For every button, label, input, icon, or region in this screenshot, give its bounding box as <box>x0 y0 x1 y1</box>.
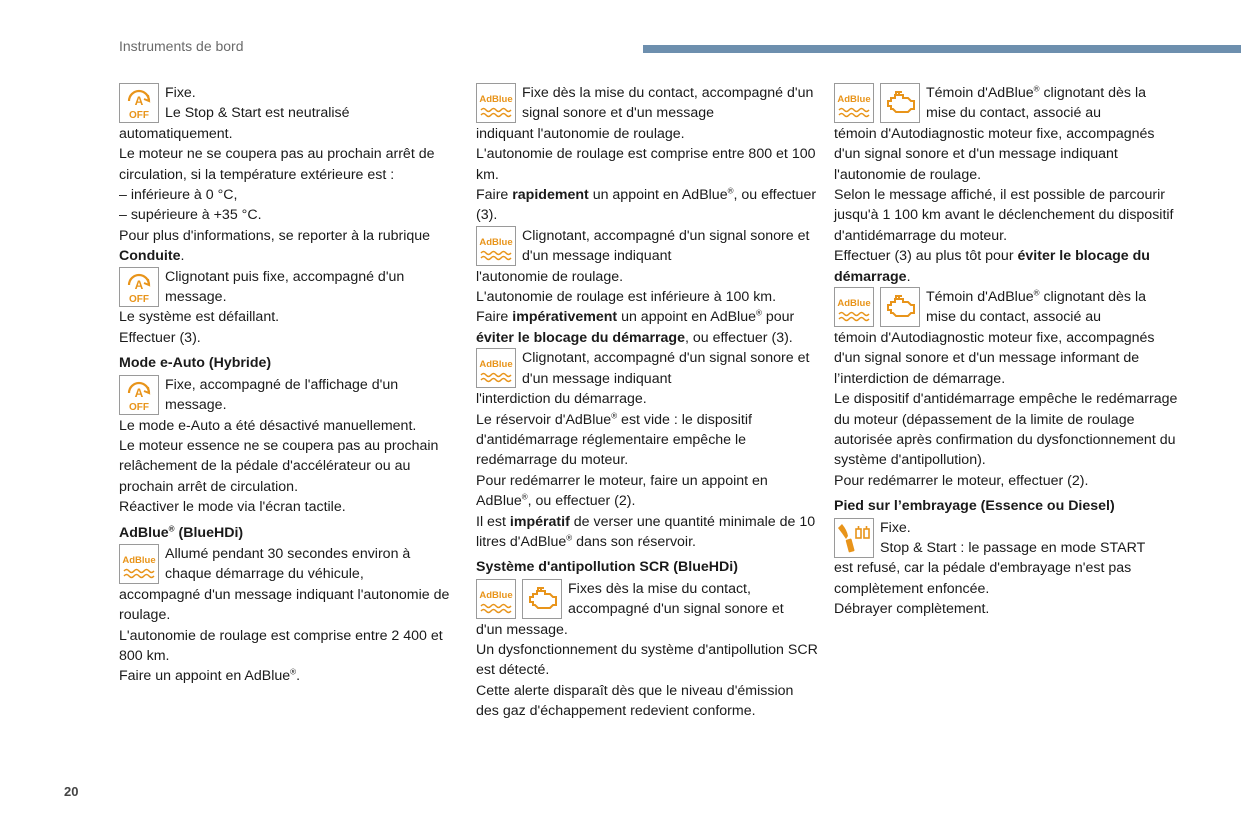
adblue-icon <box>834 287 874 327</box>
text: accompagné d'un message indiquant l'autonomie de roulage. <box>119 586 450 624</box>
text-run: impérativement <box>512 309 618 326</box>
text-run: ® <box>168 523 175 533</box>
text-run: dans son réservoir. <box>572 533 696 550</box>
text-run: Le réservoir d'AdBlue <box>476 411 612 428</box>
text-run: ® <box>611 410 618 420</box>
text-run: , ou effectuer (3). <box>684 329 793 346</box>
text-run: pour <box>761 309 795 326</box>
text-run: , ou effectuer (2). <box>527 493 636 510</box>
text: Fixes dès la mise du contact, accompagné d'un signal sonore et <box>568 580 784 618</box>
text: Le mode e-Auto a été désactivé manuellement. <box>119 417 417 434</box>
svg-text:OFF: OFF <box>129 110 149 121</box>
text: Fixe, accompagné de l'affichage d'un message. <box>165 376 399 414</box>
text-run: Faire un appoint en AdBlue <box>119 668 291 685</box>
text-run: Témoin d'AdBlue <box>926 289 1034 306</box>
engine-check-icon <box>880 287 920 327</box>
page-number: 20 <box>64 784 79 799</box>
auto-off-icon <box>119 83 159 123</box>
text-run: . <box>180 248 185 265</box>
svg-text:AdBlue: AdBlue <box>837 94 871 105</box>
text: Le Stop & Start est neutralisé <box>165 105 350 122</box>
svg-text:A: A <box>134 385 144 400</box>
svg-text:AdBlue: AdBlue <box>837 298 871 310</box>
text: indiquant l'autonomie de roulage. <box>476 125 685 142</box>
column-1 <box>119 83 459 687</box>
svg-text:AdBlue: AdBlue <box>122 554 156 566</box>
text-run: clignotant dès la mise du contact, associé au <box>926 85 1146 122</box>
text-run: ® <box>1033 84 1040 94</box>
text-run: (BlueHDi) <box>174 524 244 541</box>
text-run: ® <box>566 533 573 543</box>
adblue-icon <box>476 348 516 388</box>
text: Stop & Start : le passage en mode START <box>880 539 1146 556</box>
text: Le système est défaillant. <box>119 309 280 326</box>
text <box>119 666 459 686</box>
auto-off-icon <box>119 267 159 307</box>
text: L'autonomie de roulage est comprise entre 800 et 100 km. <box>476 146 816 183</box>
svg-text:AdBlue: AdBlue <box>479 589 513 601</box>
text: Pour plus d'informations, se reporter à la rubrique Conduite. <box>119 227 431 265</box>
engine-check-icon <box>880 83 920 123</box>
text: Cette alerte disparaît dès que le niveau d'émission des gaz d'échappement redevient conforme. <box>476 682 794 720</box>
adblue-icon <box>476 83 516 123</box>
text: Fixe dès la mise du contact, accompagné d'un signal sonore et d'un message <box>522 85 814 122</box>
text-run: rapidement <box>512 187 589 204</box>
column-2 <box>476 83 818 722</box>
text: témoin d'Autodiagnostic moteur fixe, accompagnés d'un signal sonore et d'un message indiquant l'autonomie de roulage. <box>834 125 1155 183</box>
text-run: ® <box>521 492 528 502</box>
section-heading: Mode e-Auto (Hybride) <box>119 355 272 372</box>
text: l'autonomie de roulage. <box>476 268 624 285</box>
text-run: Il est <box>476 513 510 530</box>
text: Pour redémarrer le moteur, effectuer (2). <box>834 472 1089 489</box>
text: automatiquement. <box>119 125 233 142</box>
text-run: Témoin d'AdBlue <box>926 85 1034 101</box>
svg-text:OFF: OFF <box>129 293 149 305</box>
clutch-pedal-icon <box>834 518 874 558</box>
section-heading: Système d'antipollution SCR (BlueHDi) <box>476 559 738 576</box>
text-run: clignotant dès la mise du contact, associé au <box>926 289 1146 326</box>
text <box>476 185 818 226</box>
header-accent-bar <box>643 45 1241 53</box>
text: Clignotant, accompagné d'un signal sonore et d'un message indiquant <box>522 350 810 387</box>
text: Allumé pendant 30 secondes environ à chaque démarrage du véhicule, <box>165 545 411 583</box>
text-run: Pour redémarrer le moteur, faire un appoint en AdBlue <box>476 472 768 510</box>
text: l'interdiction du démarrage. <box>476 391 647 408</box>
section-heading <box>119 523 459 543</box>
adblue-icon <box>476 226 516 266</box>
text-run: ® <box>727 186 734 196</box>
text: d'un message. <box>476 621 568 638</box>
auto-off-icon <box>119 375 159 415</box>
text-run: un appoint en AdBlue <box>588 187 728 204</box>
text-run: un appoint en AdBlue <box>617 309 756 326</box>
text-run: . <box>296 668 301 685</box>
text: L'autonomie de roulage est inférieure à 100 km. <box>476 289 777 306</box>
text-run: . <box>906 268 911 285</box>
text: Clignotant, accompagné d'un signal sonore et d'un message indiquant <box>522 227 810 265</box>
text-run: éviter le blocage du démarrage <box>476 329 685 346</box>
text <box>834 246 1179 287</box>
header-title: Instruments de bord <box>119 38 244 54</box>
list-item: – supérieure à +35 °C. <box>119 207 262 224</box>
adblue-icon <box>834 83 874 123</box>
text: Clignotant puis fixe, accompagné d'un message. <box>165 268 405 306</box>
svg-text:AdBlue: AdBlue <box>479 94 513 105</box>
text-run: de verser une quantité minimale de 10 litres d'AdBlue <box>476 513 816 550</box>
text: Fixe. <box>880 519 911 536</box>
list-item: – inférieure à 0 °C, <box>119 187 238 204</box>
svg-text:A: A <box>134 277 144 292</box>
text: Fixe. <box>165 85 196 101</box>
text-run: est vide : le dispositif d'antidémarrage réglementaire empêche le redémarrage du moteur. <box>476 411 752 469</box>
text: témoin d'Autodiagnostic moteur fixe, accompagnés d'un signal sonore et d'un message informant de l’interdiction de démarrage. <box>834 329 1155 387</box>
text <box>476 512 818 553</box>
column-3 <box>834 83 1179 620</box>
svg-text:A: A <box>134 94 144 108</box>
text: Selon le message affiché, il est possible de parcourir jusqu'à 1 100 km avant le déclenchement du dispositif d'antidémarrage du moteur. <box>834 187 1174 244</box>
text: Débrayer complètement. <box>834 601 990 618</box>
svg-text:OFF: OFF <box>129 401 149 413</box>
text-run: impératif <box>509 513 570 530</box>
text: Réactiver le mode via l'écran tactile. <box>119 499 346 516</box>
svg-text:AdBlue: AdBlue <box>479 236 513 248</box>
text: Le moteur essence ne se coupera pas au prochain relâchement de la pédale d'accélérateur ou au prochain arrêt de circulation. <box>119 437 439 495</box>
text-run: AdBlue <box>119 524 169 541</box>
text-run: ® <box>290 667 297 677</box>
text-run: Effectuer (3) au plus tôt pour <box>834 248 1018 265</box>
text: Le dispositif d'antidémarrage empêche le redémarrage du moteur (dépassement de la limite de roulage autorisée après confirmation du dysfonctionnement du système d'antipollution). <box>834 391 1178 469</box>
text-run: Faire <box>476 309 513 326</box>
adblue-icon <box>119 544 159 584</box>
text <box>476 471 818 512</box>
text: est refusé, car la pédale d'embrayage n'est pas complètement enfoncée. <box>834 560 1132 597</box>
text <box>476 410 818 471</box>
svg-text:AdBlue: AdBlue <box>479 359 513 371</box>
text-run: éviter le blocage du démarrage <box>834 248 1150 285</box>
text: L'autonomie de roulage est comprise entre 2 400 et 800 km. <box>119 627 443 664</box>
engine-check-icon <box>522 579 562 619</box>
adblue-icon <box>476 579 516 619</box>
section-heading: Pied sur l’embrayage (Essence ou Diesel) <box>834 498 1115 515</box>
text-run: ® <box>755 308 762 318</box>
text: Effectuer (3). <box>119 329 201 346</box>
text <box>476 307 818 348</box>
text-run: ® <box>1033 288 1040 298</box>
text-run: , ou effectuer (3). <box>476 187 817 224</box>
text-run: Faire <box>476 187 513 204</box>
text: Un dysfonctionnement du système d'antipollution SCR est détecté. <box>476 641 818 679</box>
text: Le moteur ne se coupera pas au prochain arrêt de circulation, si la température extérieure est : <box>119 146 435 183</box>
